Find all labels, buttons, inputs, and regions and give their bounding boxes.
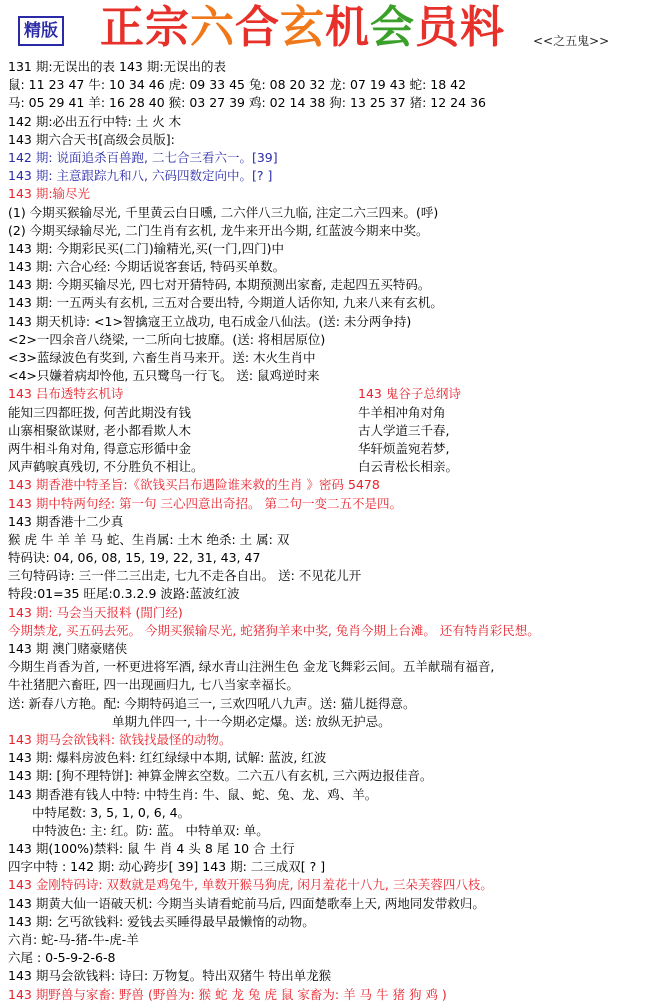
text-line: 三句特码诗: 三一伴二三出走, 七九不走各自出。 送: 不见花儿开 (8, 568, 362, 584)
title-char: 会 (370, 2, 415, 53)
text-line: 143 期: 爆料房波色料: 红红绿绿中本期, 试解: 蓝波, 红波 (8, 750, 327, 766)
title-char: 料 (460, 2, 505, 53)
text-line: <3>蓝绿波色有奖到, 六畜生肖马来开。送: 木火生肖中 (8, 350, 316, 365)
text-line: 猴 虎 牛 羊 羊 马 蛇、生肖属: 土木 绝杀: 土 属: 双 (8, 531, 290, 547)
text-line: 143 期: 马会当天报料 (閒门经) (8, 604, 183, 620)
document-body (8, 58, 663, 1004)
poem-titles (8, 385, 663, 403)
text-line: 142 期: 说面追杀百兽跑, 二七合三看六一。[39] (8, 149, 278, 165)
text-line: 143 期马会欲钱料: 欲钱找最怪的动物。 (8, 731, 232, 747)
text-line: (2) 今期买绿输尽光, 二门生肖有玄机, 龙牛来开出今期, 红蓝波今期来中奖。 (8, 222, 429, 238)
text-line: 六尾 : 0-5-9-2-6-8 (8, 950, 116, 966)
title-char: 宗 (145, 2, 190, 53)
text-line: 送: 新春八方艳。配: 今期特码追三一, 三欢四吼八九声。送: 猫儿挺得意。 (8, 695, 416, 711)
text-line: 143 期马会欲钱料: 诗曰: 万物复。特出双猪牛 特出单龙猴 (8, 968, 332, 984)
text-line: 143 期中特两句经: 第一句 三心四意出奇招。 第二句一变二五不是四。 (8, 495, 402, 511)
text-line: 特码诀: 04, 06, 08, 15, 19, 22, 31, 43, 47 (8, 550, 261, 566)
poem-right-line: 白云青松长相亲。 (358, 459, 459, 475)
title-char: 机 (325, 2, 370, 53)
page-header (0, 0, 667, 58)
page-title (100, 2, 505, 54)
text-line: 131 期:无误出的表 143 期:无误出的表 (8, 59, 227, 74)
text-line: 143 期六合天书[高级会员版]: (8, 131, 175, 147)
poem-left-title: 143 吕布透特玄机诗 (8, 386, 124, 402)
text-line: 143 期香港有钱人中特: 中特生肖: 牛、鼠、蛇、兔、龙、鸡、羊。 (8, 786, 378, 802)
title-char: 六 (190, 2, 235, 53)
section-top (8, 58, 663, 385)
text-line: 马: 05 29 41 羊: 16 28 40 猴: 03 27 39 鸡: 02 14 38 狗: 13 25 37 猪: 12 24 36 (8, 95, 486, 111)
title-char: 员 (415, 2, 460, 53)
author-signature: <<之五鬼>> (533, 34, 610, 48)
text-line: 牛社猪肥六畜旺, 四一出现画归九, 七八当家幸福长。 (8, 677, 299, 693)
text-line: 143 期: 今期彩民买(二门)输精光,买(一门,四门)中 (8, 240, 284, 256)
text-line: 143 期 澳门赌豪赌侠 (8, 641, 128, 656)
text-line: 143 金刚特码诗: 双数就是鸡兔牛, 单数开猴马狗虎, 闲月羞花十八九, 三朵芙蓉四八枝。 (8, 877, 493, 893)
poem-right-title: 143 鬼谷子总纲诗 (358, 386, 461, 402)
text-line: 143 期: 一五两头有玄机, 三五对合要出特, 今期道人话你知, 九来八来有玄机。 (8, 295, 443, 311)
poem-row (8, 422, 663, 440)
text-line: <4>只嫌着病却怜他, 五只鹭鸟一行飞。 送: 鼠鸡逆时来 (8, 368, 320, 384)
text-line: 鼠: 11 23 47 牛: 10 34 46 虎: 09 33 45 兔: 08 20 32 龙: 07 19 43 蛇: 18 42 (8, 77, 467, 93)
poem-row (8, 404, 663, 422)
title-char: 玄 (280, 2, 325, 53)
poem-row (8, 440, 663, 458)
text-line: 单期九伴四一, 十一今期必定爆。送: 放纵无护忌。 (112, 713, 391, 729)
text-line: 六肖: 蛇-马-猪-牛-虎-羊 (8, 932, 139, 947)
text-line: 143 期香港中特圣旨:《欲钱买吕布遇险谁来救的生肖 》密码 5478 (8, 477, 380, 493)
poem-section (8, 385, 663, 476)
text-line: 143 期野兽与家畜: 野兽 (野兽为: 猴 蛇 龙 兔 虎 鼠 家畜为: 羊 马 牛 猪 狗 鸡 ) (8, 986, 447, 1002)
poem-left-line: 山寨相聚欲谋财, 老小都看欺人木 (8, 422, 191, 438)
text-line: 中特尾数: 3, 5, 1, 0, 6, 4。 (32, 804, 191, 820)
title-char: 合 (235, 2, 280, 53)
text-line: 143 期: 乞丐欲钱料: 爱钱去买睡得最早最懒惰的动物。 (8, 913, 315, 929)
poem-right-line: 华轩烦盖宛若梦, (358, 440, 450, 456)
text-line: 143 期: 今期买输尽光, 四七对开猜特码, 本期预测出家畜, 走起四五买特码。 (8, 277, 431, 293)
text-line: 143 期: [狗不理特饼]: 神算金牌玄空数。二六五八有玄机, 三六两边报佳音。 (8, 768, 433, 784)
text-line: <2>一四余音八绕梁, 一二所向七披靡。(送: 将相居原位) (8, 331, 326, 347)
poem-left-line: 风声鹤唳真残切, 不分胜负不相让。 (8, 459, 204, 475)
title-char: 正 (100, 2, 145, 53)
text-line: 143 期: 主意跟踪九和八, 六码四数定向中。[? ] (8, 168, 273, 184)
text-line: 143 期天机诗: <1>智擒寇王立战功, 电石成金八仙法。(送: 未分两争持) (8, 313, 412, 329)
text-line: 今期禁龙, 买五码去死。 今期买猴输尽光, 蛇猪狗羊来中奖, 兔肖今期上台滩。 还有特肖彩民想。 (8, 622, 540, 638)
edition-badge: 精版 (18, 16, 64, 46)
poem-left-line: 能知三四都旺拨, 何苦此期没有钱 (8, 404, 191, 420)
poem-right-line: 牛羊相冲角对角 (358, 404, 446, 420)
poem-left-line: 两牛相斗角对角, 得意忘形循中金 (8, 440, 191, 456)
text-line: 143 期: 六合心经: 今期话说客套话, 特码买单数。 (8, 259, 286, 275)
text-line: 142 期:必出五行中特: 土 火 木 (8, 113, 182, 129)
text-line: 143 期香港十二少真 (8, 513, 124, 529)
text-line: 143 期黄大仙一语破天机: 今期当头请看蛇前马后, 四面楚歌奉上天, 两地同发带救归。 (8, 895, 485, 911)
text-line: 中特波色: 主: 红。防: 蓝。 中特单双: 单。 (32, 822, 269, 838)
text-line: 四字中特 : 142 期: 动心跨步[ 39] 143 期: 二三成双[ ? ] (8, 859, 326, 875)
text-line: 143 期:输尽光 (8, 186, 91, 202)
poem-right-line: 古人学道三千春, (358, 422, 450, 438)
poem-row (8, 458, 663, 476)
text-line: 特段:01=35 旺尾:0.3.2.9 波路:蓝波红波 (8, 586, 240, 602)
text-line: (1) 今期买猴输尽光, 千里黄云白日曛, 二六伴八三九临, 注定二六三四来。(呼) (8, 204, 439, 220)
text-line: 今期生肖香为首, 一杯更进将军酒, 绿水青山注洲生色 金龙飞舞彩云间。五羊献瑞有福音, (8, 659, 495, 675)
section-bottom (8, 476, 663, 1003)
text-line: 143 期(100%)禁料: 鼠 牛 肖 4 头 8 尾 10 合 土行 (8, 841, 295, 857)
